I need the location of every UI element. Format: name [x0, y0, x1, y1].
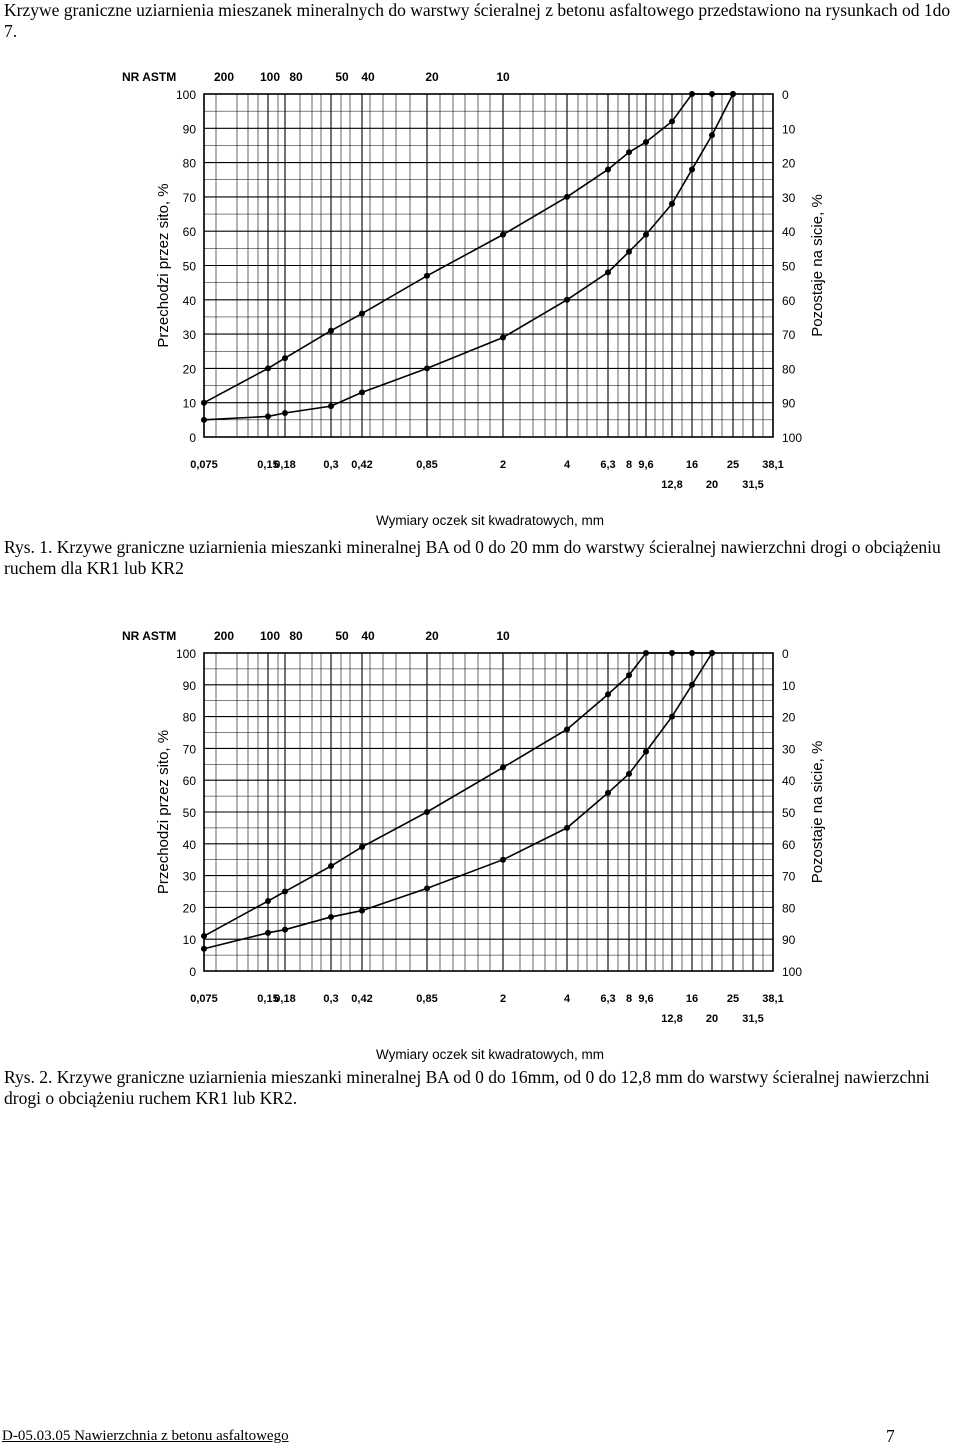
data-point	[265, 413, 271, 419]
y-tick-label-right: 80	[782, 362, 796, 377]
x-tick-label: 0,85	[416, 459, 438, 471]
data-point	[564, 194, 570, 200]
data-point	[709, 91, 715, 97]
x-tick-label: 0,18	[274, 459, 296, 471]
y-tick-label-right: 70	[782, 869, 796, 884]
data-point	[424, 809, 430, 815]
data-point	[689, 166, 695, 172]
x-tick-label: 4	[563, 993, 571, 1005]
data-point	[605, 790, 611, 796]
astm-label: NR ASTM	[122, 70, 177, 84]
y-tick-label-right: 60	[782, 293, 796, 308]
y-tick-label-left: 100	[175, 647, 196, 661]
x-tick-label: 0,3	[323, 993, 339, 1005]
data-point	[424, 365, 430, 371]
y-tick-label-right: 70	[782, 328, 796, 343]
y-tick-label-left: 60	[182, 774, 196, 789]
astm-tick-label: 20	[425, 629, 439, 643]
y-tick-label-right: 20	[782, 710, 796, 725]
x-tick-label: 9,6	[638, 459, 654, 471]
x-tick-label: 8	[625, 993, 633, 1005]
data-point	[626, 672, 632, 678]
data-point	[500, 857, 506, 863]
data-point	[669, 201, 675, 207]
y-tick-label-left: 60	[182, 225, 196, 240]
x-axis-title: Wymiary oczek sit kwadratowych, mm	[376, 1047, 604, 1062]
data-point	[689, 682, 695, 688]
data-point	[265, 898, 271, 904]
y-tick-label-left: 10	[182, 396, 196, 411]
y-tick-label-right: 0	[782, 647, 789, 661]
data-point	[626, 149, 632, 155]
data-point	[282, 889, 288, 895]
x-tick-label: 6,3	[600, 459, 616, 471]
data-point	[709, 650, 715, 656]
y-tick-label-left: 80	[182, 710, 196, 725]
data-point	[424, 885, 430, 891]
astm-tick-label: 40	[361, 70, 375, 84]
data-point	[500, 764, 506, 770]
data-point	[669, 714, 675, 720]
data-point	[328, 403, 334, 409]
data-point	[689, 650, 695, 656]
x-tick-label: 0,15	[257, 993, 279, 1005]
x-tick-label: 25	[726, 459, 740, 471]
y-tick-label-left: 90	[182, 122, 196, 137]
astm-tick-label: 200	[213, 629, 235, 643]
x-tick-label-row2: 31,5	[742, 1013, 764, 1025]
y-tick-label-right: 40	[782, 225, 796, 240]
data-point	[643, 749, 649, 755]
astm-tick-label: 100	[259, 70, 281, 84]
figure-2-caption: Rys. 2. Krzywe graniczne uziarnienia mieszanki mineralnej BA od 0 do 16mm, od 0 do 12,8 mm do warstwy ścieralnej nawierzchni drogi o obciążeniu ruchem KR1 lub KR2.	[4, 1067, 930, 1108]
x-tick-label: 0,15	[257, 459, 279, 471]
y-tick-label-left: 30	[182, 869, 196, 884]
data-point	[500, 335, 506, 341]
intro-paragraph: Krzywe graniczne uziarnienia mieszanek mineralnych do warstwy ścieralnej z betonu asfaltowego przedstawiono na rysunkach od 1do 7.	[4, 0, 951, 41]
x-tick-label: 16	[685, 993, 699, 1005]
data-point	[359, 844, 365, 850]
astm-tick-label: 20	[425, 70, 439, 84]
y-tick-label-right: 90	[782, 933, 796, 948]
y-tick-label-left: 20	[182, 362, 196, 377]
data-point	[359, 908, 365, 914]
y-tick-label-right: 30	[782, 742, 796, 757]
y-tick-label-left: 80	[182, 156, 196, 171]
data-point	[564, 726, 570, 732]
y-tick-label-left: 30	[182, 328, 196, 343]
astm-tick-label: 200	[213, 70, 235, 84]
data-point	[359, 389, 365, 395]
x-tick-label: 0,075	[190, 459, 218, 471]
y-tick-label-left: 90	[182, 678, 196, 693]
x-tick-label: 38,1	[762, 993, 784, 1005]
data-point	[265, 930, 271, 936]
astm-label: NR ASTM	[122, 629, 177, 643]
x-tick-label: 0,42	[351, 459, 373, 471]
x-tick-label: 38,1	[762, 459, 784, 471]
data-point	[265, 365, 271, 371]
y-tick-label-right: 10	[782, 122, 796, 137]
data-point	[359, 311, 365, 317]
astm-tick-label: 100	[259, 629, 281, 643]
y-tick-label-left: 70	[182, 742, 196, 757]
astm-tick-label: 80	[289, 70, 303, 84]
y-tick-label-left: 100	[175, 88, 196, 102]
data-point	[282, 927, 288, 933]
figure-1-caption: Rys. 1. Krzywe graniczne uziarnienia mieszanki mineralnej BA od 0 do 20 mm do warstwy ścieralnej nawierzchni drogi o obciążeniu ruchem dla KR1 lub KR2	[4, 537, 941, 578]
x-tick-label: 6,3	[600, 993, 616, 1005]
data-point	[282, 355, 288, 361]
astm-tick-label: 10	[496, 629, 510, 643]
y-axis-title-left: Przechodzi przez sito, %	[155, 183, 172, 348]
y-tick-label-right: 50	[782, 259, 796, 274]
footer-page-number: 7	[886, 1426, 895, 1446]
y-tick-label-left: 10	[182, 933, 196, 948]
data-point	[669, 118, 675, 124]
x-tick-label: 0,18	[274, 993, 296, 1005]
series-line-lower	[204, 653, 712, 949]
x-tick-label: 2	[499, 993, 507, 1005]
x-tick-label: 2	[499, 459, 507, 471]
y-axis-title-right: Pozostaje na sicie, %	[809, 194, 826, 337]
data-point	[201, 400, 207, 406]
grading-chart-2	[0, 620, 960, 1060]
grading-chart-1	[0, 60, 960, 530]
y-tick-label-left: 40	[182, 837, 196, 852]
x-tick-label-row2: 20	[705, 479, 719, 491]
data-point	[626, 771, 632, 777]
data-point	[328, 863, 334, 869]
y-tick-label-right: 60	[782, 837, 796, 852]
series-line-upper	[204, 653, 712, 936]
y-tick-label-right: 100	[782, 431, 803, 445]
x-tick-label-row2: 12,8	[661, 479, 683, 491]
y-tick-label-right: 80	[782, 901, 796, 916]
footer-document-title: D-05.03.05 Nawierzchnia z betonu asfaltowego	[2, 1428, 289, 1444]
data-point	[605, 166, 611, 172]
y-axis-title-left: Przechodzi przez sito, %	[155, 729, 172, 895]
x-tick-label: 25	[726, 993, 740, 1005]
data-point	[564, 297, 570, 303]
data-point	[424, 273, 430, 279]
x-tick-label: 8	[625, 459, 633, 471]
data-point	[730, 91, 736, 97]
astm-tick-label: 50	[335, 70, 349, 84]
astm-tick-label: 10	[496, 70, 510, 84]
y-tick-label-right: 50	[782, 806, 796, 820]
data-point	[643, 650, 649, 656]
astm-tick-label: 40	[361, 629, 375, 643]
x-tick-label: 0,42	[351, 993, 373, 1005]
data-point	[328, 914, 334, 920]
data-point	[564, 825, 570, 831]
y-tick-label-left: 50	[182, 259, 196, 274]
data-point	[500, 232, 506, 238]
data-point	[282, 410, 288, 416]
data-point	[709, 132, 715, 138]
x-tick-label: 16	[685, 459, 699, 471]
data-point	[669, 650, 675, 656]
series-line-lower	[204, 94, 733, 420]
data-point	[643, 232, 649, 238]
x-tick-label: 4	[563, 459, 571, 471]
y-tick-label-right: 30	[782, 190, 796, 205]
astm-tick-label: 50	[335, 629, 349, 643]
data-point	[201, 933, 207, 939]
data-point	[689, 91, 695, 97]
y-tick-label-left: 0	[189, 431, 196, 445]
y-tick-label-right: 100	[782, 965, 803, 979]
data-point	[201, 417, 207, 423]
y-tick-label-left: 50	[182, 806, 196, 820]
x-tick-label: 9,6	[638, 993, 654, 1005]
y-tick-label-right: 10	[782, 678, 796, 693]
x-tick-label: 0,85	[416, 993, 438, 1005]
y-axis-title-right: Pozostaje na sicie, %	[809, 740, 826, 884]
y-tick-label-left: 0	[189, 965, 196, 979]
x-tick-label-row2: 12,8	[661, 1013, 683, 1025]
y-tick-label-left: 40	[182, 293, 196, 308]
y-tick-label-right: 20	[782, 156, 796, 171]
y-tick-label-right: 90	[782, 396, 796, 411]
y-tick-label-left: 20	[182, 901, 196, 916]
y-tick-label-right: 40	[782, 774, 796, 789]
data-point	[328, 328, 334, 334]
x-tick-label-row2: 20	[705, 1013, 719, 1025]
data-point	[626, 249, 632, 255]
data-point	[605, 269, 611, 275]
data-point	[201, 946, 207, 952]
x-tick-label: 0,075	[190, 993, 218, 1005]
x-axis-title: Wymiary oczek sit kwadratowych, mm	[376, 513, 604, 528]
data-point	[605, 691, 611, 697]
y-tick-label-right: 0	[782, 88, 789, 102]
x-tick-label-row2: 31,5	[742, 479, 764, 491]
astm-tick-label: 80	[289, 629, 303, 643]
data-point	[643, 139, 649, 145]
x-tick-label: 0,3	[323, 459, 339, 471]
y-tick-label-left: 70	[182, 190, 196, 205]
